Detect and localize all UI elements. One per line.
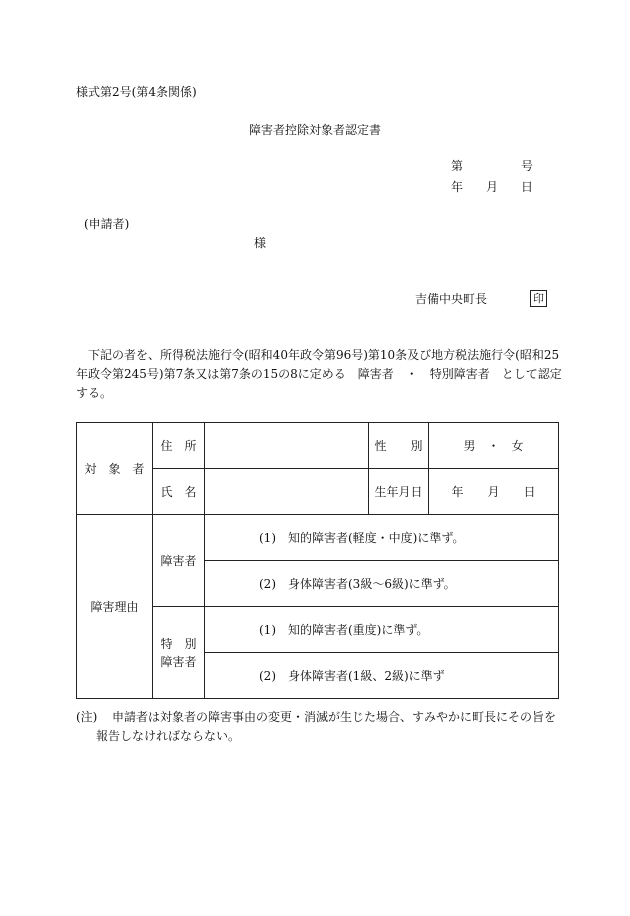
subject-label: 対 象 者 (77, 423, 153, 515)
date-month: 月 (486, 180, 499, 194)
reason-item-4[interactable]: (2) 身体障害者(1級、2級)に準ず (205, 653, 559, 699)
address-label: 住 所 (153, 423, 205, 469)
number-go: 号 (521, 159, 534, 173)
footnote (76, 708, 562, 746)
date-day: 日 (521, 180, 534, 194)
dob-field[interactable]: 年 月 日 (429, 469, 559, 515)
special-label-line-1: 特 別 (160, 636, 197, 651)
reason-label: 障害理由 (77, 515, 153, 699)
reason-item-2[interactable]: (2) 身体障害者(3級～6級)に準ず。 (205, 561, 559, 607)
body-text: 下記の者を、所得税法施行令(昭和40年政令第96号)第10条及び地方税法施行令(昭和25年政令第245号)第7条又は第7条の15の8に定める 障害者 ・ 特別障害者 として認定する。 (76, 348, 562, 400)
special-disabled-label (153, 607, 205, 699)
name-label: 氏 名 (153, 469, 205, 515)
sama-label: 様 (254, 236, 267, 250)
name-field[interactable] (205, 469, 369, 515)
certification-table (76, 422, 559, 699)
sex-label: 性 別 (369, 423, 429, 469)
form-number: 様式第2号(第4条関係) (76, 85, 197, 99)
table-row (77, 423, 559, 469)
special-label-line-2: 障害者 (160, 654, 197, 669)
disabled-label: 障害者 (153, 515, 205, 607)
note-label: (注) (76, 710, 98, 724)
reason-item-3[interactable]: (1) 知的障害者(重度)に準ず。 (205, 607, 559, 653)
address-field[interactable] (205, 423, 369, 469)
seal-stamp: 印 (530, 290, 547, 307)
reason-item-1[interactable]: (1) 知的障害者(軽度・中度)に準ず。 (205, 515, 559, 561)
table-row (77, 515, 559, 561)
issuer-name: 吉備中央町長 (415, 292, 488, 306)
sex-choice[interactable]: 男 ・ 女 (429, 423, 559, 469)
number-dai: 第 (451, 159, 464, 173)
page-title: 障害者控除対象者認定書 (248, 123, 381, 137)
date-year: 年 (451, 180, 464, 194)
note-text: 申請者は対象者の障害事由の変更・消滅が生じた場合、すみやかに町長にその旨を報告しなければならない。 (96, 710, 557, 743)
applicant-label: (申請者) (84, 217, 130, 231)
dob-label: 生年月日 (369, 469, 429, 515)
